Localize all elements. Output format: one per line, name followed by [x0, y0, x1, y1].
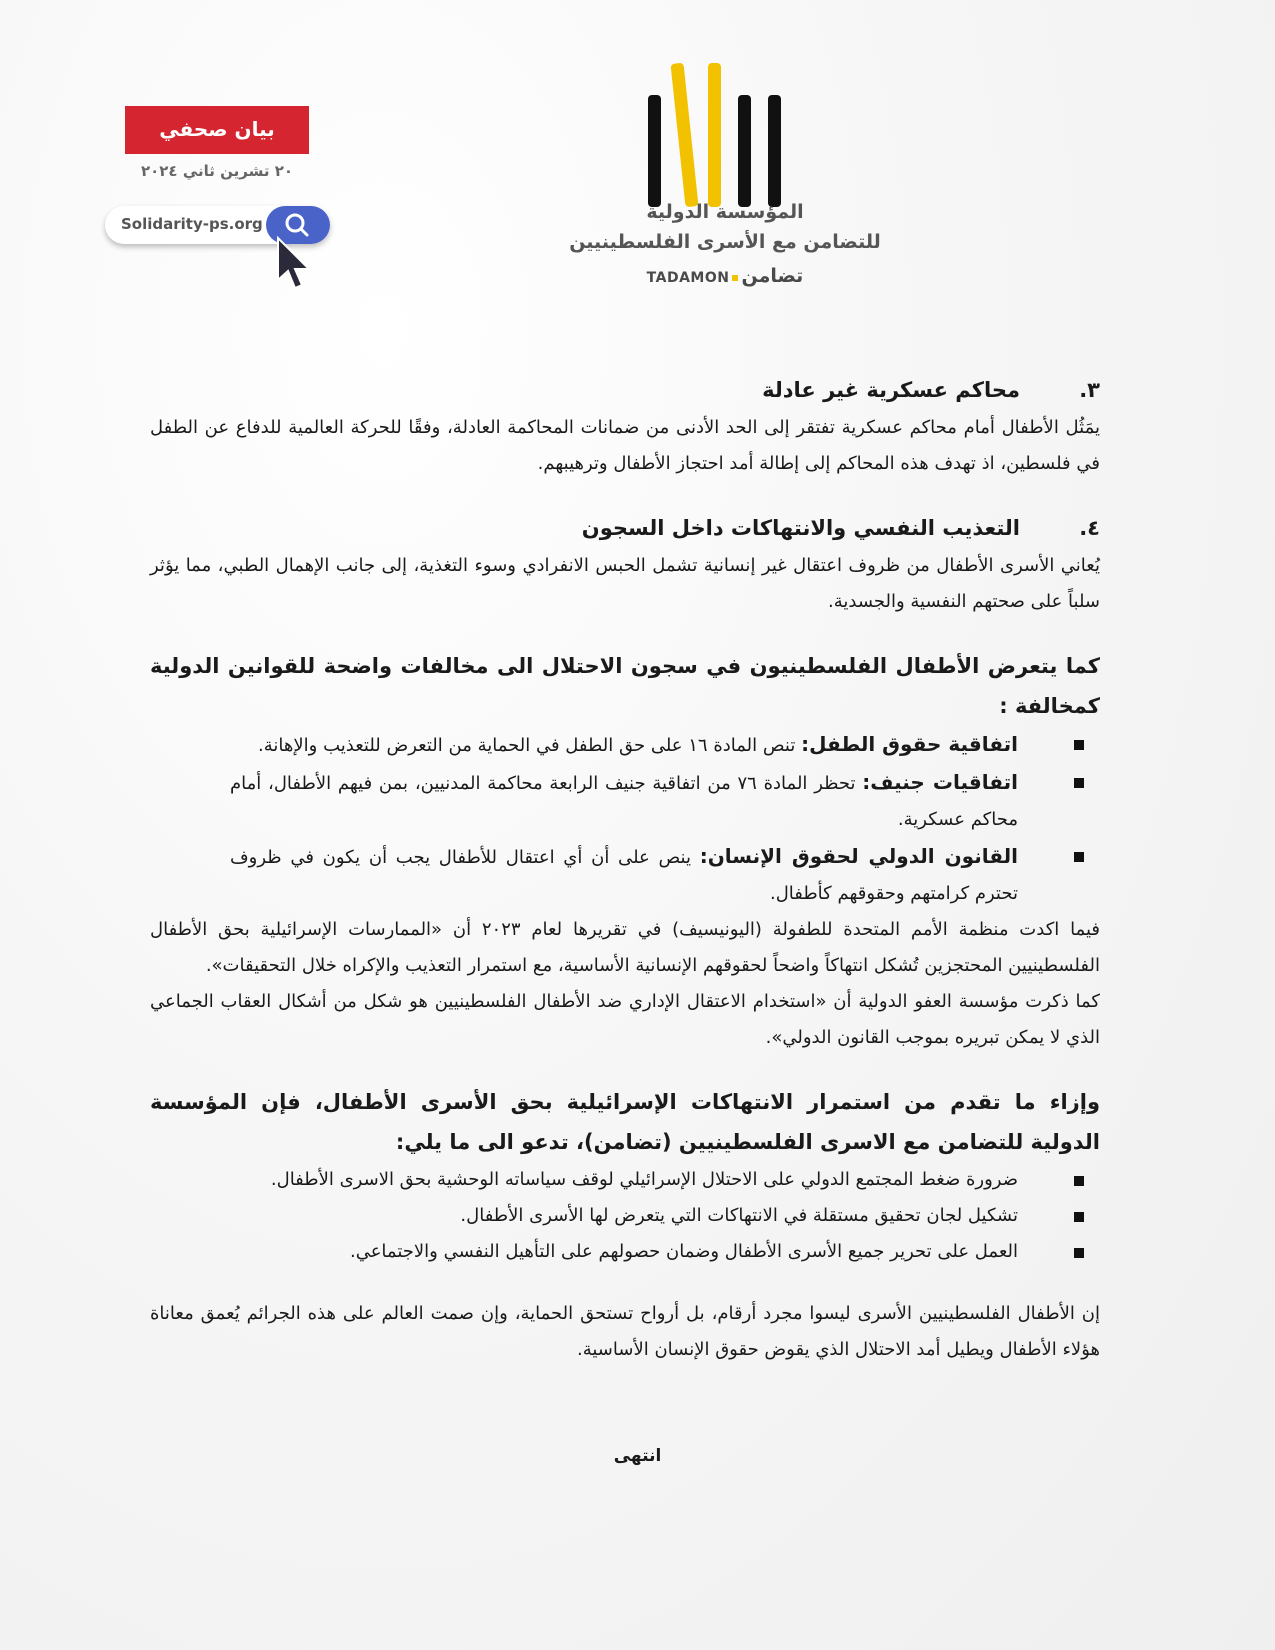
list-item-text: تحظر المادة ٧٦ من اتفاقية جنيف الرابعة محاكمة المدنيين، بمن فيهم الأطفال، أمام محاكم عسكرية. [230, 773, 1018, 830]
violations-intro: كما يتعرض الأطفال الفلسطينيون في سجون الاحتلال الى مخالفات واضحة للقوانين الدولية كمخالفة : [150, 654, 1100, 718]
list-item-label: اتفاقيات جنيف: [862, 770, 1018, 794]
list-item [150, 1198, 1100, 1234]
conclusion-paragraph: إن الأطفال الفلسطينيين الأسرى ليسوا مجرد أرقام، بل أرواح تستحق الحماية، وإن صمت العالم على هذه الجرائم يُعمق معاناة هؤلاء الأطفال ويطيل أمد الاحتلال الذي يقوض حقوق الإنسان الأساسية. [150, 1303, 1100, 1360]
amnesty-paragraph: كما ذكرت مؤسسة العفو الدولية أن «استخدام الاعتقال الإداري ضد الأطفال الفلسطينيين هو شكل من أشكال العقاب الجماعي الذي لا يمكن تبريره بموجب القانون الدولي». [150, 991, 1100, 1048]
bullet-square-icon [1074, 1248, 1084, 1258]
logo-line1: المؤسسة الدولية [646, 201, 804, 223]
bullet-square-icon [1074, 852, 1084, 862]
logo-dot-icon [732, 275, 738, 281]
list-item [150, 838, 1100, 912]
unicef-paragraph: فيما اكدت منظمة الأمم المتحدة للطفولة (اليونيسيف) في تقريرها لعام ٢٠٢٣ أن «الممارسات الإسرائيلية بحق الأطفال الفلسطينيين المحتجزين تُشكل انتهاكاً واضحاً لحقوقهم الإنسانية الأساسية، مع استمرار التعذيب والإكراه خلال التحقيقات». [150, 919, 1100, 976]
section-number: ٤. [1079, 516, 1100, 540]
section-heading [150, 370, 1100, 410]
list-item-label: القانون الدولي لحقوق الإنسان: [699, 844, 1018, 868]
bullet-square-icon [1074, 740, 1084, 750]
press-release-body [150, 370, 1100, 1368]
logo-brand-arabic: تضامن [741, 265, 804, 287]
list-item [150, 726, 1100, 764]
demands-intro: وإزاء ما تقدم من استمرار الانتهاكات الإسرائيلية بحق الأسرى الأطفال، فإن المؤسسة الدولية للتضامن مع الاسرى الفلسطينيين (تضامن)، تدعو الى ما يلي: [150, 1090, 1100, 1154]
bullet-square-icon [1074, 1176, 1084, 1186]
list-item [150, 764, 1100, 838]
section-paragraph: يُعاني الأسرى الأطفال من ظروف اعتقال غير إنسانية تشمل الحبس الانفرادي وسوء التغذية، إلى جانب الإهمال الطبي، مما يؤثر سلباً على صحتهم النفسية والجسدية. [150, 555, 1100, 612]
list-item-text: تشكيل لجان تحقيق مستقلة في الانتهاكات التي يتعرض لها الأسرى الأطفال. [460, 1205, 1018, 1226]
section-title: محاكم عسكرية غير عادلة [762, 378, 1020, 402]
website-url[interactable]: Solidarity-ps.org [121, 215, 263, 233]
section-number: ٣. [1079, 378, 1100, 402]
mouse-cursor-icon [275, 236, 315, 292]
list-item [150, 1234, 1100, 1270]
violations-list [150, 726, 1100, 912]
list-item-text: ضرورة ضغط المجتمع الدولي على الاحتلال الإسرائيلي لوقف سياساته الوحشية بحق الاسرى الأطفال. [270, 1169, 1018, 1190]
logo-brand-english: TADAMON [646, 270, 730, 286]
bullet-square-icon [1074, 1212, 1084, 1222]
press-release-badge: بيان صحفي [125, 106, 309, 154]
demands-list [150, 1162, 1100, 1270]
list-item-label: اتفاقية حقوق الطفل: [801, 732, 1018, 756]
list-item-text: تنص المادة ١٦ على حق الطفل في الحماية من التعرض للتعذيب والإهانة. [258, 735, 802, 756]
section-heading [150, 508, 1100, 548]
list-item [150, 1162, 1100, 1198]
release-date: ٢٠ تشرين ثاني ٢٠٢٤ [140, 162, 294, 180]
list-item-text: العمل على تحرير جميع الأسرى الأطفال وضمان حصولهم على التأهيل النفسي والاجتماعي. [349, 1241, 1018, 1262]
list-item-text: ينص على أن أي اعتقال للأطفال يجب أن يكون في ظروف تحترم كرامتهم وحقوقهم كأطفال. [230, 847, 1018, 904]
section-paragraph: يمَثُل الأطفال أمام محاكم عسكرية تفتقر إلى الحد الأدنى من ضمانات المحاكمة العادلة، وفقًا للحركة العالمية للدفاع عن الطفل في فلسطين، اذ تهدف هذه المحاكم إلى إطالة أمد احتجاز الأطفال وترهيبهم. [150, 417, 1100, 474]
organization-logo [560, 55, 890, 305]
logo-line2: للتضامن مع الأسرى الفلسطينيين [569, 231, 881, 253]
bullet-square-icon [1074, 778, 1084, 788]
logo-brand [560, 263, 890, 291]
section-title: التعذيب النفسي والانتهاكات داخل السجون [581, 516, 1020, 540]
end-marker: انتهى [613, 1446, 662, 1466]
